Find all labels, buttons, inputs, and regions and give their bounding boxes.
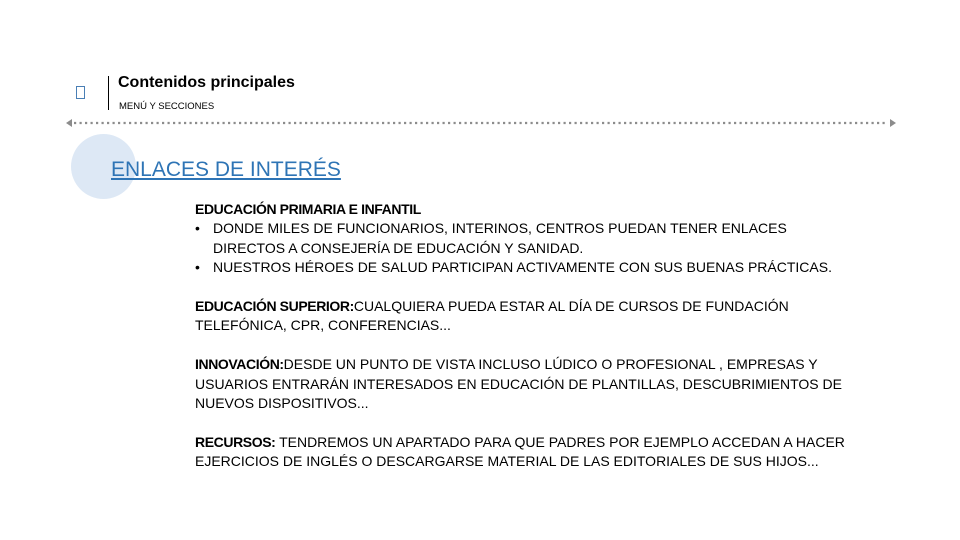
list-item: • NUESTROS HÉROES DE SALUD PARTICIPAN ACTIVAMENTE CON SUS BUENAS PRÁCTICAS. — [195, 258, 855, 277]
innovacion-text: DESDE UN PUNTO DE VISTA INCLUSO LÚDICO O PROFESIONAL , EMPRESAS Y USUARIOS ENTRARÁN INTERESADOS EN EDUCACIÓN DE PLANTILLAS, DESCUBRIMIENTOS DE NUEVOS DISPOSITIVOS... — [195, 356, 842, 412]
header-title: Contenidos principales — [118, 74, 295, 91]
innovacion-heading: INNOVACIÓN: — [195, 356, 284, 373]
primaria-block — [195, 200, 855, 219]
superior-heading: EDUCACIÓN SUPERIOR: — [195, 298, 354, 315]
header-subtitle: MENÚ Y SECCIONES — [119, 101, 215, 112]
innovacion-block — [195, 355, 855, 413]
content-body — [195, 200, 855, 472]
recursos-text: TENDREMOS UN APARTADO PARA QUE PADRES POR EJEMPLO ACCEDAN A HACER EJERCICIOS DE INGLÉS O DESCARGARSE MATERIAL DE LAS EDITORIALES DE SUS HIJOS... — [195, 433, 845, 470]
separator-left-arrow — [66, 119, 72, 127]
header-divider — [108, 76, 109, 110]
separator-right-arrow — [890, 119, 896, 127]
recursos-heading: RECURSOS: — [195, 433, 276, 450]
page-icon — [76, 86, 85, 99]
primaria-heading: EDUCACIÓN PRIMARIA E INFANTIL — [195, 201, 421, 217]
primaria-bullets — [195, 219, 855, 277]
dotted-separator — [66, 116, 896, 130]
superior-text: CUALQUIERA PUEDA ESTAR AL DÍA DE CURSOS DE FUNDACIÓN TELEFÓNICA, CPR, CONFERENCIAS... — [195, 298, 789, 334]
list-item: • DONDE MILES DE FUNCIONARIOS, INTERINOS, CENTROS PUEDAN TENER ENLACES DIRECTOS A CONSEJERÍA DE EDUCACIÓN Y SANIDAD. — [195, 219, 855, 258]
recursos-block — [195, 433, 855, 472]
section-title[interactable]: ENLACES DE INTERÉS — [111, 158, 341, 181]
superior-block — [195, 297, 855, 336]
